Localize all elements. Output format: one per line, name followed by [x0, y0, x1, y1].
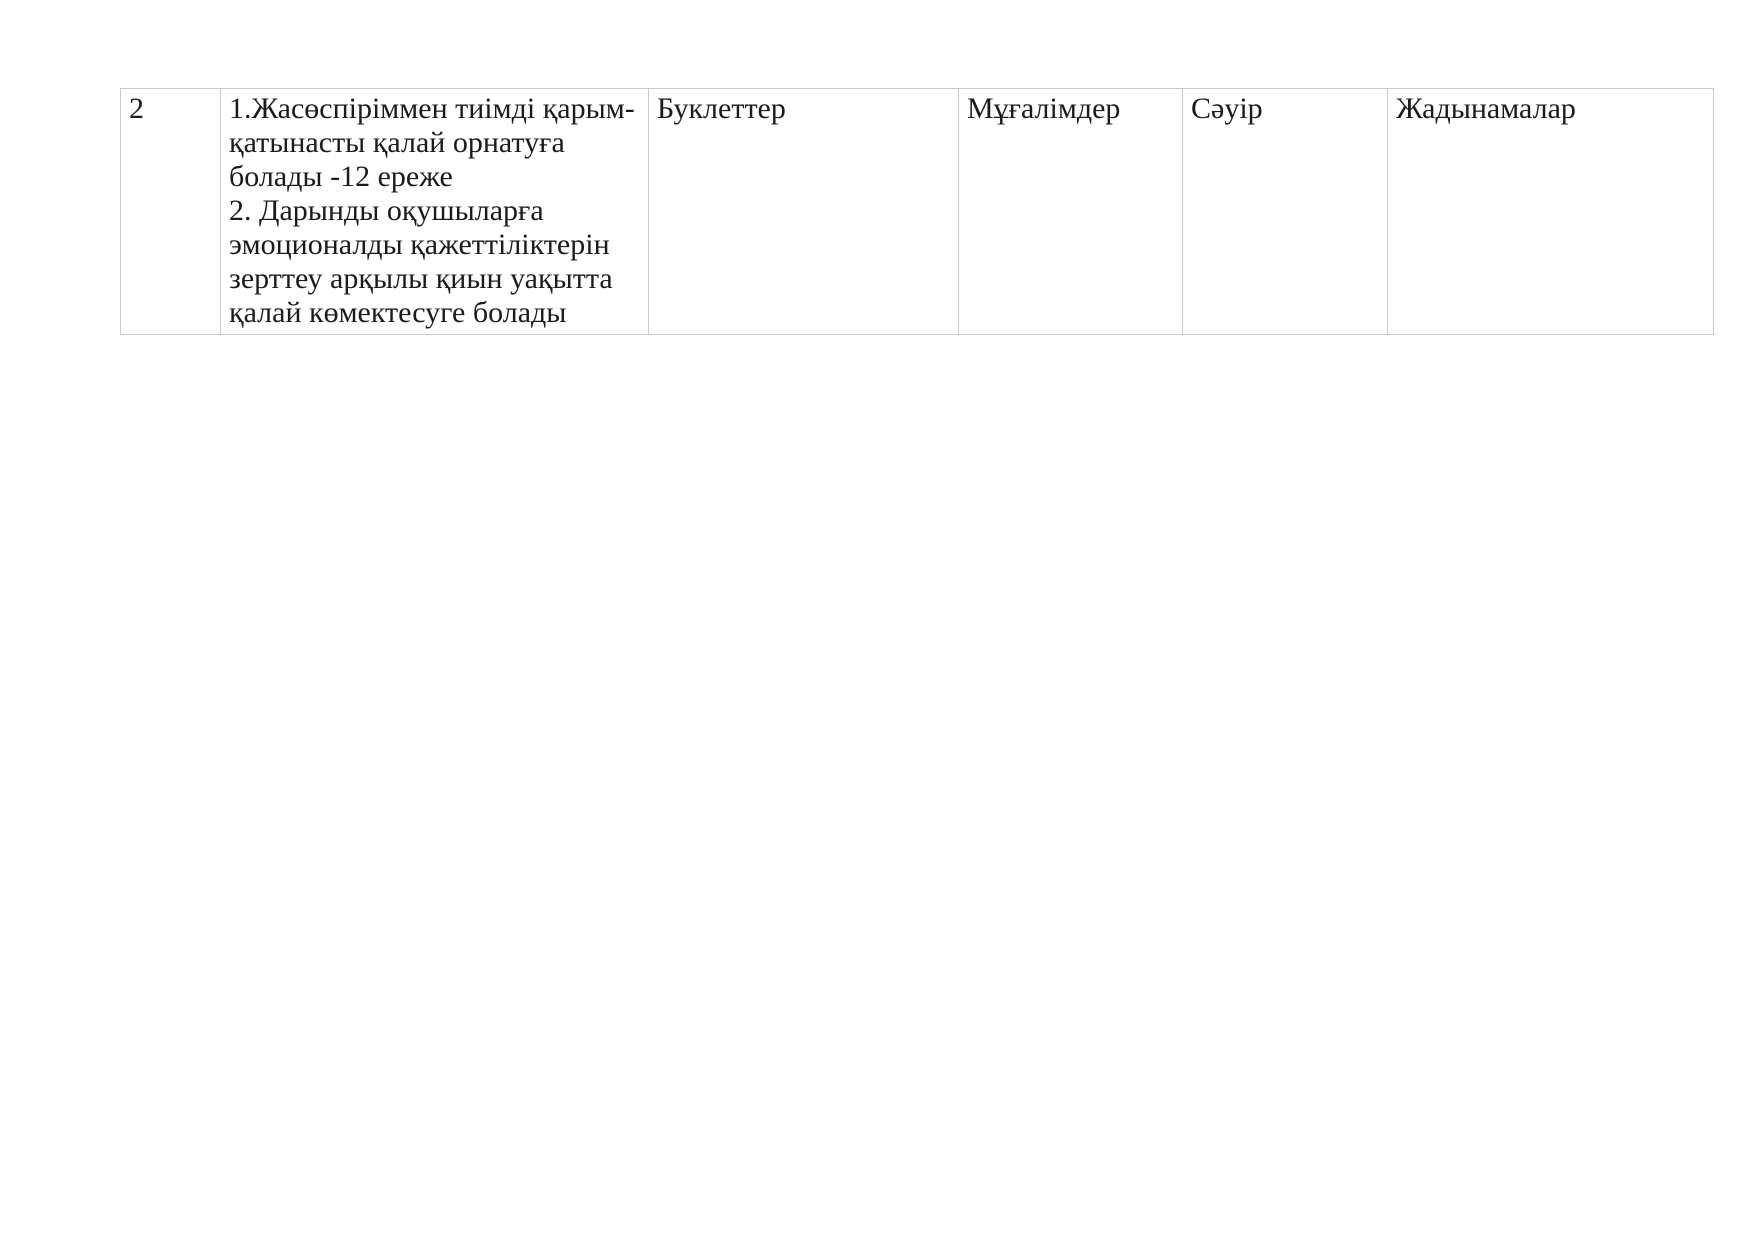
- plan-table: [120, 88, 1714, 335]
- cell-row-number: 2: [121, 89, 221, 335]
- cell-outcome: Жадынамалар: [1388, 89, 1714, 335]
- cell-form: Буклеттер: [649, 89, 959, 335]
- cell-date: Сәуір: [1183, 89, 1388, 335]
- cell-audience: Мұғалімдер: [959, 89, 1183, 335]
- cell-activity: 1.Жасөспіріммен тиімді қарым- қатынасты қалай орнатуға болады -12 ереже 2. Дарынды оқушыларға эмоционалды қажеттіліктерін зерттеу арқылы қиын уақытта қалай көмектесуге болады: [221, 89, 649, 335]
- table-row: [121, 89, 1714, 335]
